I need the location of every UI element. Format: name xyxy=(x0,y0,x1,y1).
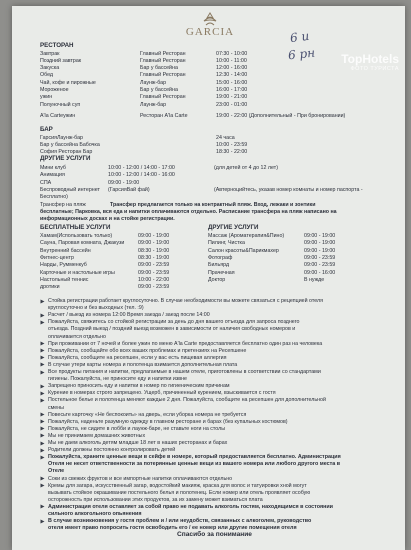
restaurant-row-place: Главный Ресторан xyxy=(140,72,186,79)
rule-line: Отеля не несет ответственности за потерянные ценные вещи из вашего номера или любого другого места в xyxy=(48,461,341,468)
restaurant-row-name: Закуска xyxy=(40,65,60,72)
restaurant-row-time: 15:00 - 16:00 xyxy=(216,79,248,86)
free-service-name: дротики xyxy=(40,284,60,291)
rule-line: Пожалуйста, храните ценные вещи в сейфе в номере, который предоставляется бесплатно. Администрация xyxy=(48,454,341,461)
logo-text: GARCIA xyxy=(185,26,235,38)
paid-service-name: Фотограф xyxy=(208,254,233,261)
free-service-name: Внутренний бассейн xyxy=(40,247,91,254)
rule-line: осторожность при использовании этих продуктов, за их замену может взиматься плата xyxy=(48,496,263,503)
restaurant-row-place: Лаунж-бар xyxy=(140,101,167,108)
rule-line: Мы не принимаем домашних животных xyxy=(48,432,146,439)
rule-line: Кремы для загара, искусственный загар, водостойкий макияж, краска для волос и татуировки хной могут xyxy=(48,482,307,489)
hotel-logo xyxy=(180,12,240,38)
rule-line: Родители должны постоянно контролировать детей xyxy=(48,447,176,454)
bullet-arrow-icon xyxy=(40,391,45,396)
paid-service-name: Прачечная xyxy=(208,269,235,276)
bullet-arrow-icon xyxy=(40,504,45,509)
other-row-info: 10:00 - 12:00 / 14:00 - 17:00 xyxy=(108,165,175,171)
bullet-arrow-icon xyxy=(40,362,45,367)
bullet-arrow-icon xyxy=(40,519,45,524)
watermark xyxy=(341,52,399,72)
other-row-info: (ГарсияВай фай) xyxy=(108,186,150,193)
restaurant-row-name: Поздний завтрак xyxy=(40,57,82,64)
rule-line: Повесьте карточку «Не беспокоить» на дверь, если уборка номера не требуется xyxy=(48,411,247,418)
restaurant-row-name: ужин xyxy=(40,94,53,101)
other-row-name: Анимация xyxy=(40,172,65,179)
watermark-sub: ФОТО ТУРИСТА xyxy=(350,66,399,72)
rule-line: В случае возникновения у гостя проблем и / или неудобств, связанных с алкоголем, руководство xyxy=(48,518,312,525)
bullet-arrow-icon xyxy=(40,426,45,431)
rule-line: Все продукты питания и напитки, предлагаемые в нашем отеле, приготовлены в соответствии со стандартами xyxy=(48,369,321,375)
bar-row-name: Бар у бассейна Бабочка xyxy=(40,141,100,148)
paid-service-name: Массаж (Ароматерапия&Пино) xyxy=(208,233,285,239)
restaurant-row-place: Главный Ресторан xyxy=(140,50,186,57)
paid-service-time: 09:00 - 19:00 xyxy=(304,233,336,239)
bullet-arrow-icon xyxy=(40,320,45,325)
bullet-arrow-icon xyxy=(40,412,45,417)
other-row-name: Мини клуб xyxy=(40,165,66,171)
paid-service-time: 09:00 - 19:00 xyxy=(304,247,336,254)
section-heading-paid: ДРУГИЕ УСЛУГИ xyxy=(208,224,259,231)
restaurant-row-name: Чай, кофе и пирожные xyxy=(40,79,96,86)
restaurant-row-time: 12:00 - 16:00 xyxy=(216,65,248,72)
paid-service-time: 09:00 - 16:00 xyxy=(304,269,336,276)
bullet-arrow-icon xyxy=(40,355,45,360)
restaurant-row-time: 16:00 - 17:00 xyxy=(216,87,248,93)
restaurant-row-time: 07:30 - 10:00 xyxy=(216,50,248,57)
transfer-text: Трансфер предлагается только на контрактный пляж. Вход, лежаки и зонтики xyxy=(110,202,316,208)
free-service-time: 09:00 - 19:00 xyxy=(138,240,170,247)
rule-line: Мы не даем алкоголь детям младше 18 лет в наших ресторанах и барах xyxy=(48,440,228,446)
restaurant-row-place: Лаунж-бар xyxy=(140,79,167,86)
rule-line: Пожалуйста, сообщайте обо всех ваших проблемах и претензиях на Ресепшене xyxy=(48,347,247,354)
paid-service-name: Доктор xyxy=(208,276,226,283)
bullet-arrow-icon xyxy=(40,483,45,488)
rule-line: Стойка регистрации работает круглосуточно. В случае необходимости вы можете связаться с рецепцией отеля xyxy=(48,298,323,304)
bullet-arrow-icon xyxy=(40,348,45,353)
restaurant-row-name: Полуночный суп xyxy=(40,101,81,108)
rule-line: смены xyxy=(48,404,64,411)
paid-service-time: 09:00 - 19:00 xyxy=(304,240,336,247)
other-row-extra: (Автерноцийтесь, указав номер комнаты и номер паспорта - xyxy=(214,186,363,193)
restaurant-row-time: 19:00 - 22:00 (Дополнительный - При бронировании) xyxy=(216,113,346,120)
other-row-extra: (для детей от 4 до 12 лет) xyxy=(214,165,278,171)
rule-line: Соки из свежих фруктов и все импортные напитки оплачиваются отдельно xyxy=(48,475,233,482)
other-row-name: Беспроводный интернет xyxy=(40,186,100,193)
bullet-arrow-icon xyxy=(40,448,45,453)
rule-line: гигиены. Пожалуйста, не приносите еду и напитки извне xyxy=(48,376,187,383)
bullet-arrow-icon xyxy=(40,299,45,304)
free-service-time: 09:00 - 23:59 xyxy=(138,269,170,276)
handwritten-note-1: 6 и xyxy=(289,28,311,46)
free-service-name: Карточные и настольные игры xyxy=(40,269,115,276)
bar-row-name: София Ресторан Бар xyxy=(40,149,93,156)
rule-line: Расчет / выезд из номера 12:00 Время заезда / заезд после 14:00 xyxy=(48,312,210,319)
rule-line: Пожалуйста, не сидите в лобби и лаунж-баре, не ставьте ноги на столы xyxy=(48,425,225,432)
transfer-text-3: информационных досках и на стойке регистрации. xyxy=(40,216,175,222)
restaurant-row-time: 12:30 - 14:00 xyxy=(216,72,248,79)
restaurant-row-name: Завтрак xyxy=(40,50,60,57)
free-service-time: 09:00 - 23:59 xyxy=(138,284,170,291)
rule-line: отеля имеет право попросить гостя освободить его / ее номер или другие помещения отеля xyxy=(48,525,297,532)
paid-service-name: Салон красоты&Парикмахер xyxy=(208,247,279,254)
restaurant-row-time: 10:00 - 11:00 xyxy=(216,57,247,64)
rule-line: Пожалуйста, наденьте разумную одежду в главном ресторане и барах (без купальных костюмов) xyxy=(48,418,288,425)
rule-line: Запрещено приносить еду и напитки в номер по гигиеническим причинам xyxy=(48,383,230,390)
restaurant-row-name: Обед xyxy=(40,72,54,79)
section-heading-restaurant: РЕСТОРАН xyxy=(40,42,74,49)
rule-line: сильного алкогольного опьянения xyxy=(48,511,142,517)
free-service-name: Настольный теннис xyxy=(40,276,89,283)
free-service-name: Фитнес-центр xyxy=(40,254,74,261)
rule-line: круглосуточно и без выходных (тел. :9) xyxy=(48,305,144,312)
transfer-label: Трансфер на пляж xyxy=(40,202,86,208)
restaurant-row-place: Главный Ресторан xyxy=(140,94,186,101)
restaurant-row-place: Главный Ресторан xyxy=(140,57,186,64)
footer-thanks: Спасибо за понимание xyxy=(177,531,252,538)
transfer-text-2: бесплатные; Парковка, вся еда и напитки оплачиваются отдельно. Расписание трансфера на пляж написано на xyxy=(40,209,337,215)
bullet-arrow-icon xyxy=(40,441,45,446)
restaurant-row-time: 23:00 - 01:00 xyxy=(216,101,248,108)
rule-line: вызывать стойкое окрашивание постельного белья и полотенец. Если номер или отель проявляет особую xyxy=(48,489,311,496)
restaurant-row-place: Бар у бассейна xyxy=(140,65,178,72)
paid-service-time: 09:00 - 23:59 xyxy=(304,254,336,261)
bullet-arrow-icon xyxy=(40,341,45,346)
bar-row-time: 24 часа xyxy=(216,134,235,141)
rule-line: Администрация отеля оставляет за собой право не подавать алкоголь гостям, находящимся в состоянии xyxy=(48,503,333,510)
rule-line: Постельное белье и полотенца меняют каждые 2 дня. Пожалуйста, сообщите на ресепшен для дополнительной xyxy=(48,397,326,404)
bullet-arrow-icon xyxy=(40,370,45,375)
handwritten-note-2: 6 рн xyxy=(287,45,316,63)
bullet-arrow-icon xyxy=(40,433,45,438)
other-row-info: 10:00 - 12:00 / 14:00 - 16:00 xyxy=(108,172,175,179)
free-service-time: 09:00 - 23:59 xyxy=(138,262,170,269)
other-row-info: 09:00 - 19:00 xyxy=(108,179,140,186)
paid-service-name: Бильярд xyxy=(208,262,230,269)
other-row-name: СПА xyxy=(40,179,52,186)
rule-line: Отеле xyxy=(48,468,65,475)
free-service-time: 08:30 - 19:00 xyxy=(138,247,170,254)
rule-line: оплачивается отдельно xyxy=(48,333,106,340)
bullet-arrow-icon xyxy=(40,455,45,460)
bullet-arrow-icon xyxy=(40,476,45,481)
restaurant-row-name: Мороженое xyxy=(40,87,69,93)
free-service-time: 09:00 - 19:00 xyxy=(138,233,170,239)
bar-row-name: ГарсияЛаунж-бар xyxy=(40,134,83,141)
bullet-arrow-icon xyxy=(40,313,45,318)
paid-service-time: В нужде xyxy=(304,276,325,283)
bullet-arrow-icon xyxy=(40,384,45,389)
free-service-time: 10:00 - 22:00 xyxy=(138,276,170,283)
rule-line: Пожалуйста, свяжитесь со стойкой регистрации за день до дня вашего отъезда для запроса позднего xyxy=(48,319,300,326)
rule-line: При проживании от 7 ночей и более ужин по меню A'la Carte предоставляется бесплатно один раз на человека xyxy=(48,340,323,347)
other-row-name: Бесплатно) xyxy=(40,194,68,201)
bar-row-time: 18:30 - 22:00 xyxy=(216,149,248,156)
paid-service-time: 09:00 - 23:59 xyxy=(304,262,336,269)
bullet-arrow-icon xyxy=(40,419,45,424)
rule-line: Курение в номерах строго запрещено. Ущерб, причиненный курением, взыскивается с гостя xyxy=(48,390,276,397)
restaurant-row-place: Бар у бассейна xyxy=(140,87,178,93)
section-heading-other: ДРУГИЕ УСЛУГИ xyxy=(40,155,91,162)
printed-notice xyxy=(12,6,405,550)
rule-line: Пожалуйста, сообщите на ресепшен, если у вас есть пищевая аллергия xyxy=(48,354,227,361)
restaurant-row-time: 19:00 - 21:00 xyxy=(216,94,248,101)
rule-line: В случае утери карты номера и полотенца взимается дополнительная плата xyxy=(48,361,238,368)
rule-line: отъезда. Поздний выезд / поздний выезд возможен в зависимости от наличия свободных номеров и xyxy=(48,326,296,333)
free-service-name: Хамам(Использовать только) xyxy=(40,233,113,239)
restaurant-row-name: A'la Carteужин xyxy=(40,113,76,120)
paid-service-name: Пилинг, Чистка xyxy=(208,240,245,247)
bar-row-time: 10:00 - 23:59 xyxy=(216,141,248,148)
watermark-site: TopHotels xyxy=(341,52,399,66)
free-service-name: Нарды, Румменкуб xyxy=(40,262,87,269)
restaurant-row-place: Ресторан A'la Carte xyxy=(140,113,188,120)
free-service-time: 08:30 - 19:00 xyxy=(138,254,170,261)
section-heading-bar: БАР xyxy=(40,126,53,133)
section-heading-free: БЕСПЛАТНЫЕ УСЛУГИ xyxy=(40,224,111,231)
free-service-name: Сауна, Паровая комната, Джакузи xyxy=(40,240,125,247)
bullet-arrow-icon xyxy=(40,398,45,403)
